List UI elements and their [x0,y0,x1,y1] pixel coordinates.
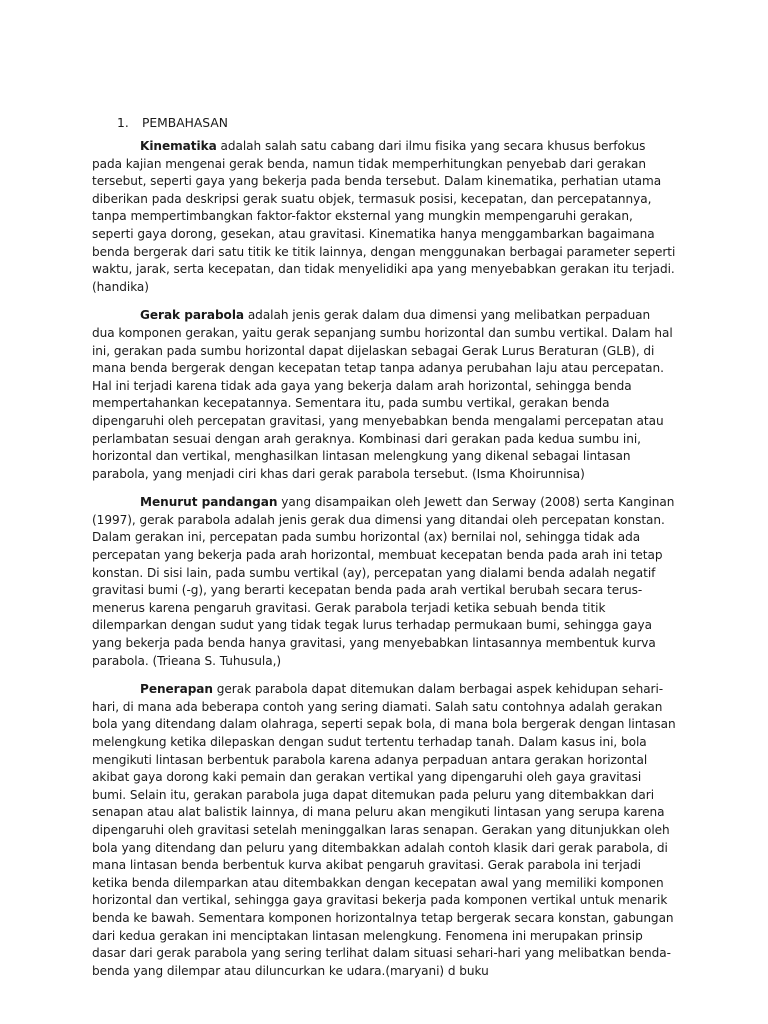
paragraph-lead-term: Kinematika [140,139,217,153]
paragraph-body: adalah jenis gerak dalam dua dimensi yang melibatkan perpaduan dua komponen gerakan, yaitu gerak sepanjang sumbu horizontal dan sumbu vertikal. Dalam hal ini, gerakan pada sumbu horizontal dapat dijelaskan sebagai Gerak Lurus Beraturan (GLB), di mana benda bergerak dengan kecepatan tetap tanpa adanya perubahan laju atau percepatan. Hal ini terjadi karena tidak ada gaya yang bekerja dalam arah horizontal, sehingga benda mempertahankan kecepatannya. Sementara itu, pada sumbu vertikal, gerakan benda dipengaruhi oleh percepatan gravitasi, yang menyebabkan benda mengalami percepatan atau perlambatan sesuai dengan arah geraknya. Kombinasi dari gerakan pada kedua sumbu ini, horizontal dan vertikal, menghasilkan lintasan melengkung yang dikenal sebagai lintasan parabola, yang menjadi ciri khas dari gerak parabola tersebut. (Isma Khoirunnisa) [92,308,673,481]
paragraph-lead-term: Menurut pandangan [140,495,278,510]
paragraph-menurut-pandangan [92,494,676,670]
paragraph-lead-term: Penerapan [140,682,213,697]
document-page [92,114,676,991]
section-heading [92,114,676,132]
paragraph-penerapan [92,681,676,980]
paragraph-body: gerak parabola dapat ditemukan dalam berbagai aspek kehidupan sehari-hari, di mana ada beberapa contoh yang sering diamati. Salah satu contohnya adalah gerakan bola yang ditendang dalam olahraga, seperti sepak bola, di mana bola bergerak dengan lintasan melengkung ketika dilepaskan dengan sudut tertentu terhadap tanah. Dalam kasus ini, bola mengikuti lintasan berbentuk parabola karena adanya perpaduan antara gerakan horizontal akibat gaya dorong kaki pemain dan gerakan vertikal yang dipengaruhi oleh gaya gravitasi bumi. Selain itu, gerakan parabola juga dapat ditemukan pada peluru yang ditembakkan dari senapan atau alat balistik lainnya, di mana peluru akan mengikuti lintasan yang serupa karena dipengaruhi oleh gravitasi setelah meninggalkan laras senapan. Gerakan yang ditunjukkan oleh bola yang ditendang dan peluru yang ditembakkan adalah contoh klasik dari gerak parabola, di mana lintasan benda berbentuk kurva akibat pengaruh gravitasi. Gerak parabola ini terjadi ketika benda dilemparkan atau ditembakkan dengan kecepatan awal yang memiliki komponen horizontal dan vertikal, sehingga gaya gravitasi bekerja pada komponen vertikal untuk menarik benda ke bawah. Sementara komponen horizontalnya tetap bergerak secara konstan, gabungan dari kedua gerakan ini menciptakan lintasan melengkung. Fenomena ini merupakan prinsip dasar dari gerak parabola yang sering terlihat dalam situasi sehari-hari yang melibatkan benda-benda yang dilempar atau diluncurkan ke udara.(maryani) d buku [92,682,676,978]
paragraph-body: adalah salah satu cabang dari ilmu fisika yang secara khusus berfokus pada kajian mengenai gerak benda, namun tidak memperhitungkan penyebab dari gerakan tersebut, seperti gaya yang bekerja pada benda tersebut. Dalam kinematika, perhatian utama diberikan pada deskripsi gerak suatu objek, termasuk posisi, kecepatan, dan percepatannya, tanpa mempertimbangkan faktor-faktor eksternal yang mungkin mempengaruhi gerakan, seperti gaya dorong, gesekan, atau gravitasi. Kinematika hanya menggambarkan bagaimana benda bergerak dari satu titik ke titik lainnya, dengan menggunakan berbagai parameter seperti waktu, jarak, serta kecepatan, dan tidak menyelidiki apa yang menyebabkan gerakan itu terjadi. (handika) [92,139,676,294]
section-number: 1. [117,116,129,130]
paragraph-gerak-parabola [92,307,676,483]
section-title: PEMBAHASAN [142,116,228,130]
paragraph-body: yang disampaikan oleh Jewett dan Serway (2008) serta Kanginan (1997), gerak parabola adalah jenis gerak dua dimensi yang ditandai oleh percepatan konstan. Dalam gerakan ini, percepatan pada sumbu horizontal (ax) bernilai nol, sehingga tidak ada percepatan yang bekerja pada arah horizontal, membuat kecepatan benda pada arah ini tetap konstan. Di sisi lain, pada sumbu vertikal (ay), percepatan yang dialami benda adalah negatif gravitasi bumi (-g), yang berarti kecepatan benda pada arah vertikal berubah secara terus-menerus karena pengaruh gravitasi. Gerak parabola terjadi ketika sebuah benda titik dilemparkan dengan sudut yang tidak tegak lurus terhadap permukaan bumi, sehingga gaya yang bekerja pada benda hanya gravitasi, yang menyebabkan lintasannya membentuk kurva parabola. (Trieana S. Tuhusula,) [92,495,675,668]
paragraph-lead-term: Gerak parabola [140,308,245,323]
paragraph-kinematika [92,138,676,296]
